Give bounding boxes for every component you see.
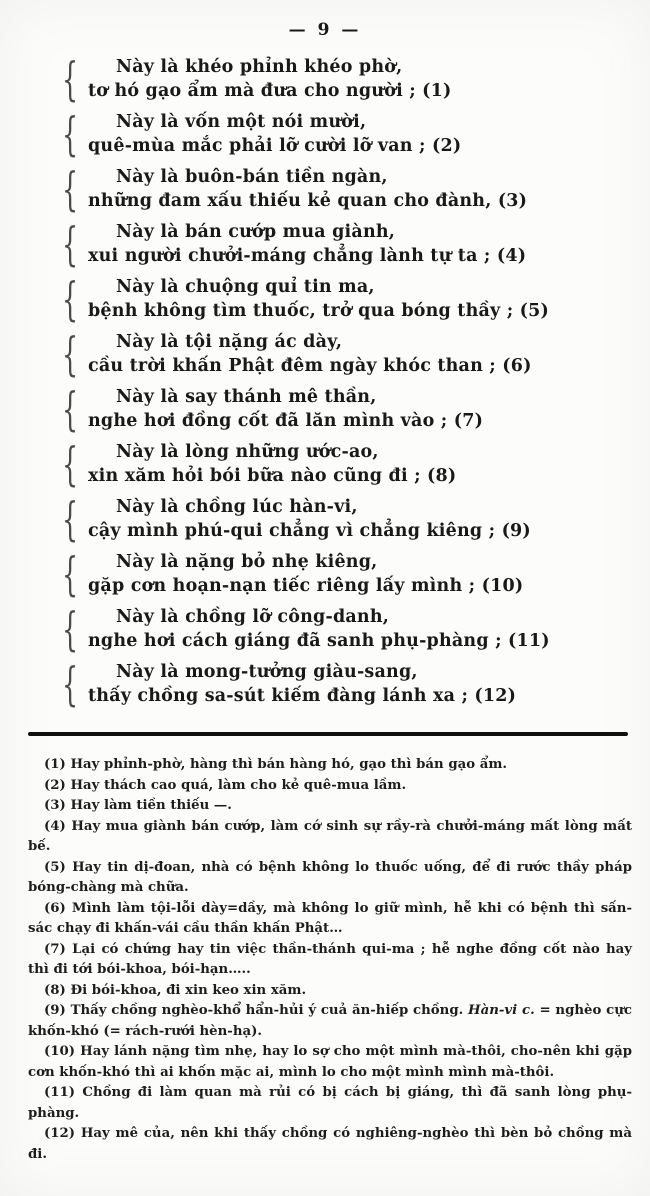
footnote-term-italic: Hàn-vi c. <box>468 1003 535 1018</box>
verse-line: Này là buôn-bán tiền ngàn, <box>116 167 388 187</box>
verse-couplet <box>62 547 634 601</box>
footnote <box>28 817 632 858</box>
footnote <box>28 1124 632 1165</box>
footnote-text: (5) Hay tin dị-đoan, nhà có bệnh không lo thuốc uống, để đi rước thầy pháp bóng-chàng mà chữa. <box>28 859 632 895</box>
footnote-text: (2) Hay thách cao quá, làm cho kẻ quê-mua lầm. <box>44 777 407 793</box>
couplet-brace-icon: { <box>62 107 79 161</box>
verse-couplet <box>62 492 634 546</box>
footnote-text: (11) Chồng đi làm quan mà rủi có bị cách bị giáng, thì đã sanh lòng phụ-phàng. <box>28 1085 632 1121</box>
footnote <box>28 1001 632 1042</box>
verse-line: nghe hơi cách giáng đã sanh phụ-phàng ; (11) <box>88 631 550 651</box>
couplet-brace-icon: { <box>62 547 79 601</box>
verse-couplet <box>62 217 634 271</box>
verse-line: cậy mình phú-qui chẳng vì chẳng kiêng ; (9) <box>88 521 531 541</box>
page-number: — 9 — <box>288 20 362 40</box>
footnote <box>28 796 632 817</box>
verse-line: Này là chồng lỡ công-danh, <box>116 607 390 627</box>
verse-line: cầu trời khấn Phật đêm ngày khóc than ; (6) <box>88 356 532 376</box>
footnote-text: (4) Hay mua giành bán cướp, làm cớ sinh sự rầy-rà chưởi-máng mất lòng mất bế. <box>28 818 632 854</box>
verse-line: Này là bán cướp mua giành, <box>116 222 396 242</box>
couplet-brace-icon: { <box>62 162 79 216</box>
footnote <box>28 899 632 940</box>
footnote-text: (10) Hay lánh nặng tìm nhẹ, hay lo sợ cho một mình mà-thôi, cho-nên khi gặp cơn khốn-khó thì ai khốn mặc ai, mình lo cho một mình mình mà-thôi. <box>28 1044 632 1080</box>
footnote-text: (12) Hay mê của, nên khi thấy chồng có nghiêng-nghèo thì bèn bỏ chồng mà đi. <box>28 1126 632 1162</box>
footnote <box>28 940 632 981</box>
footnote <box>28 1083 632 1124</box>
footnote-separator-rule <box>28 732 628 736</box>
couplet-brace-icon: { <box>62 327 79 381</box>
verse-line: gặp cơn hoạn-nạn tiếc riêng lấy mình ; (10) <box>88 576 524 596</box>
couplet-brace-icon: { <box>62 272 79 326</box>
verse-line: Này là tội nặng ác dày, <box>116 332 343 352</box>
couplet-brace-icon: { <box>62 217 79 271</box>
footnote-text: (1) Hay phỉnh-phờ, hàng thì bán hàng hó, gạo thì bán gạo ẩm. <box>44 757 508 772</box>
verse-line: Này là vốn một nói mười, <box>116 112 367 132</box>
verse-couplet <box>62 437 634 491</box>
verse-line: thấy chồng sa-sút kiếm đàng lánh xa ; (12) <box>88 686 517 706</box>
verse-section <box>0 52 650 711</box>
footnote-text: (3) Hay làm tiền thiếu —. <box>44 798 232 813</box>
verse-couplet <box>62 52 634 106</box>
verse-couplet <box>62 162 634 216</box>
verse-line: tơ hó gạo ẩm mà đưa cho người ; (1) <box>88 81 452 101</box>
couplet-brace-icon: { <box>62 52 79 106</box>
verse-line: xin xăm hỏi bói bữa nào cũng đi ; (8) <box>88 466 457 486</box>
verse-couplet <box>62 272 634 326</box>
footnote-text: (7) Lại có chứng hay tin việc thần-thánh qui-ma ; hễ nghe đồng cốt nào hay thì đi tới bói-khoa, bói-hạn….. <box>28 941 632 977</box>
footnote-text: (6) Mình làm tội-lỗi dày=dầy, mà không lo giữ mình, hễ khi có bệnh thì sấn-sác chạy đi khấn-vái cầu thần khấn Phật… <box>28 900 632 936</box>
verse-line: xui người chưởi-máng chẳng lành tự ta ; (4) <box>88 246 527 266</box>
verse-couplet <box>62 382 634 436</box>
footnote <box>28 858 632 899</box>
verse-line: Này là mong-tưởng giàu-sang, <box>116 662 418 682</box>
verse-couplet <box>62 327 634 381</box>
verse-line: những đam xấu thiếu kẻ quan cho đành, (3) <box>88 191 528 211</box>
verse-couplet <box>62 602 634 656</box>
couplet-brace-icon: { <box>62 492 79 546</box>
footnotes-section <box>28 755 632 1165</box>
verse-line: Này là chuộng quỉ tin ma, <box>116 277 375 297</box>
couplet-brace-icon: { <box>62 437 79 491</box>
verse-line: bệnh không tìm thuốc, trở qua bóng thầy ; (5) <box>88 301 549 321</box>
footnote-text: (9) Thấy chồng nghèo-khổ hẩn-hủi ý cuả ăn-hiếp chồng. <box>44 1003 469 1018</box>
verse-line: nghe hơi đồng cốt đã lăn mình vào ; (7) <box>88 411 484 431</box>
verse-couplet <box>62 657 634 711</box>
footnote <box>28 755 632 776</box>
couplet-brace-icon: { <box>62 602 79 656</box>
couplet-brace-icon: { <box>62 382 79 436</box>
verse-line: quê-mùa mắc phải lỡ cười lỡ van ; (2) <box>88 136 462 156</box>
footnote-text: (8) Đi bói-khoa, đi xin keo xin xăm. <box>44 982 307 998</box>
footnote <box>28 1042 632 1083</box>
verse-line: Này là nặng bỏ nhẹ kiêng, <box>116 552 378 572</box>
footnote <box>28 776 632 797</box>
couplet-brace-icon: { <box>62 657 79 711</box>
verse-couplet <box>62 107 634 161</box>
verse-line: Này là lòng những ước-ao, <box>116 442 379 462</box>
verse-line: Này là say thánh mê thần, <box>116 387 377 407</box>
footnote-text: = nghèo cực khốn-khó (= rách-rưới hèn-hạ). <box>28 1003 633 1039</box>
verse-line: Này là chồng lúc hàn-vi, <box>116 497 358 517</box>
footnote <box>28 981 632 1002</box>
verse-line: Này là khéo phỉnh khéo phờ, <box>116 57 403 77</box>
